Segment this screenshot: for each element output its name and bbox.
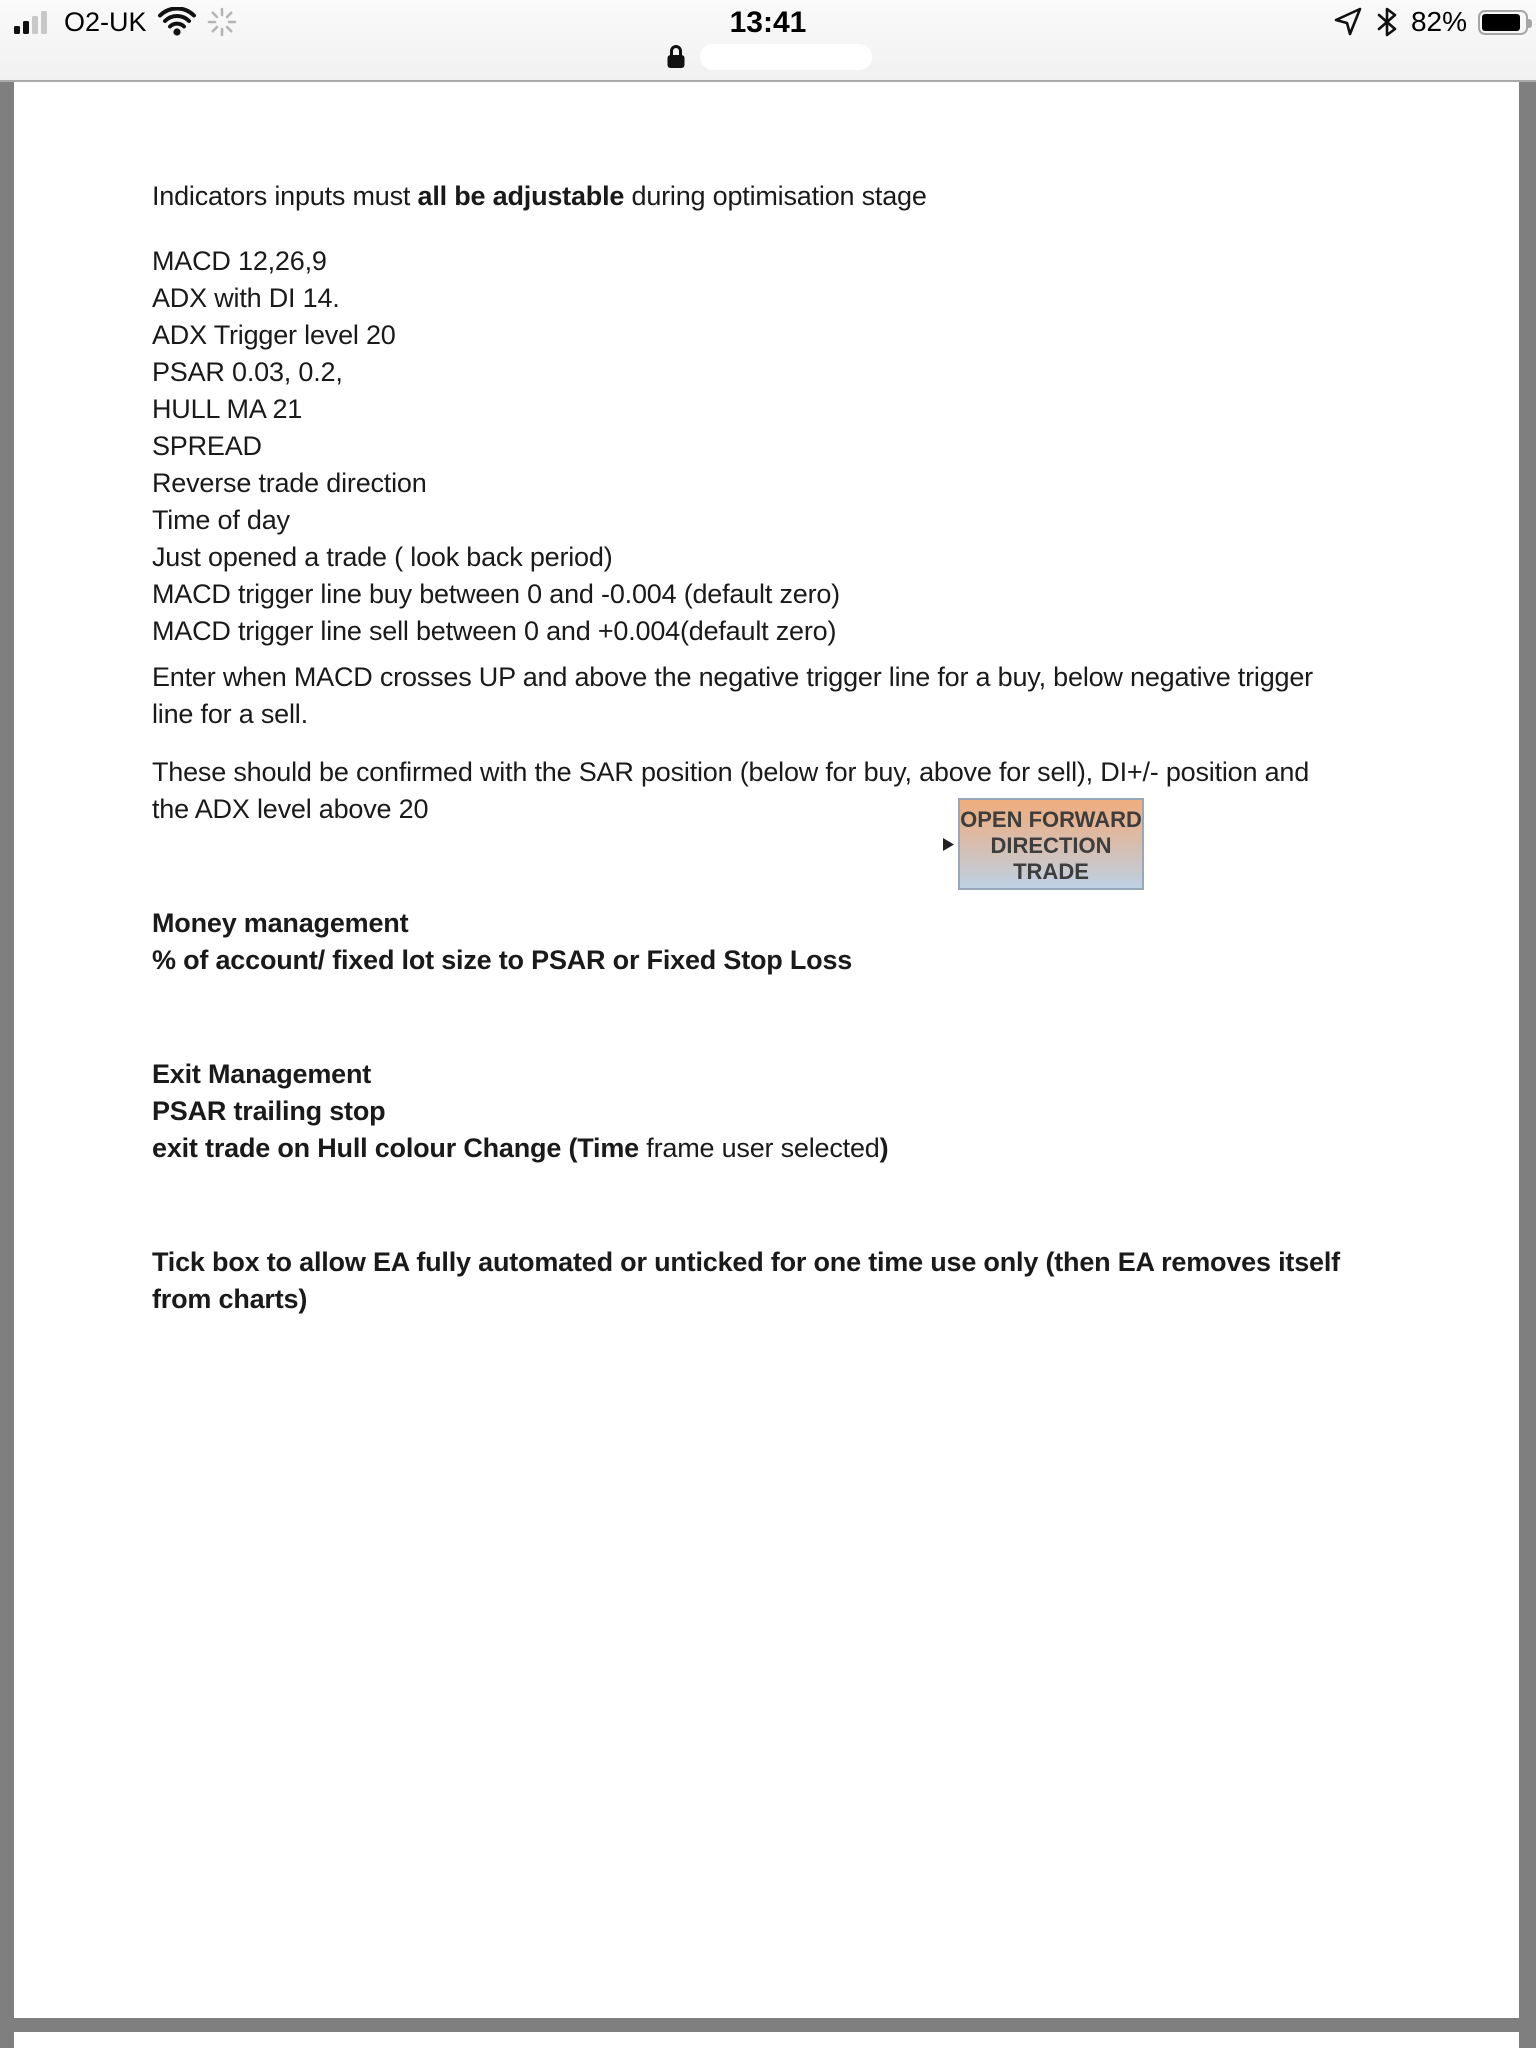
exit-management-block — [152, 1056, 888, 1167]
text-segment: Indicators inputs must — [152, 181, 418, 211]
next-page-top — [14, 2032, 1519, 2048]
text-line: TRADE — [1013, 859, 1089, 884]
text-line: Time of day — [152, 505, 290, 535]
text-line: Exit Management — [152, 1059, 372, 1089]
money-management-block — [152, 905, 852, 979]
battery-nub — [1528, 19, 1532, 28]
exit-hull-line — [152, 1130, 888, 1167]
tick-box-paragraph — [152, 1244, 1340, 1318]
text-segment: frame user selected — [638, 1133, 880, 1163]
exit-management-lines — [152, 1056, 888, 1130]
document-page — [14, 82, 1519, 2018]
text-line: MACD trigger line sell between 0 and +0.004(default zero) — [152, 616, 837, 646]
clock: 13:41 — [729, 6, 807, 39]
text-line: Enter when MACD crosses UP and above the negative trigger line for a buy, below negative trigger — [152, 662, 1313, 692]
text-line: SPREAD — [152, 431, 262, 461]
text-segment: all be adjustable — [417, 181, 625, 211]
text-line: MACD trigger line buy between 0 and -0.004 (default zero) — [152, 579, 840, 609]
text-segment: exit trade on Hull colour Change (Time — [152, 1133, 639, 1163]
text-line: Reverse trade direction — [152, 468, 427, 498]
enter-paragraph — [152, 659, 1313, 733]
bluetooth-icon — [1374, 7, 1400, 37]
redacted-url-field[interactable] — [700, 44, 872, 70]
text-line: These should be confirmed with the SAR position (below for buy, above for sell), DI+/- position and — [152, 757, 1310, 787]
text-line: Tick box to allow EA fully automated or unticked for one time use only (then EA removes itself — [152, 1247, 1340, 1277]
text-line: OPEN FORWARD — [960, 807, 1142, 832]
carrier-label: O2-UK — [64, 6, 147, 37]
text-line: % of account/ fixed lot size to PSAR or Fixed Stop Loss — [152, 945, 853, 975]
text-line: HULL MA 21 — [152, 394, 303, 424]
text-segment: ) — [879, 1133, 889, 1163]
status-bar-right — [1333, 4, 1528, 40]
text-line: ADX Trigger level 20 — [152, 320, 396, 350]
text-line: Money management — [152, 908, 409, 938]
cursor-arrow-icon — [943, 838, 954, 851]
address-bar-row — [0, 42, 1536, 72]
text-line: DIRECTION — [990, 833, 1112, 858]
text-line: PSAR 0.03, 0.2, — [152, 357, 343, 387]
document-viewer[interactable] — [0, 82, 1536, 2048]
text-line: ADX with DI 14. — [152, 283, 340, 313]
status-bar — [0, 0, 1536, 82]
text-segment: during optimisation stage — [624, 181, 927, 211]
intro-line — [152, 178, 927, 215]
text-line: Just opened a trade ( look back period) — [152, 542, 613, 572]
location-arrow-icon — [1333, 7, 1363, 37]
open-forward-trade-box — [958, 798, 1144, 890]
battery-fill — [1482, 14, 1520, 31]
text-line: from charts) — [152, 1284, 308, 1314]
lock-icon — [665, 43, 687, 71]
indicator-list — [152, 243, 840, 650]
text-line: MACD 12,26,9 — [152, 246, 327, 276]
text-line: the ADX level above 20 — [152, 794, 429, 824]
text-line: PSAR trailing stop — [152, 1096, 386, 1126]
battery-percent-label: 82% — [1410, 6, 1467, 37]
text-line: line for a sell. — [152, 699, 308, 729]
battery-icon — [1478, 10, 1528, 35]
